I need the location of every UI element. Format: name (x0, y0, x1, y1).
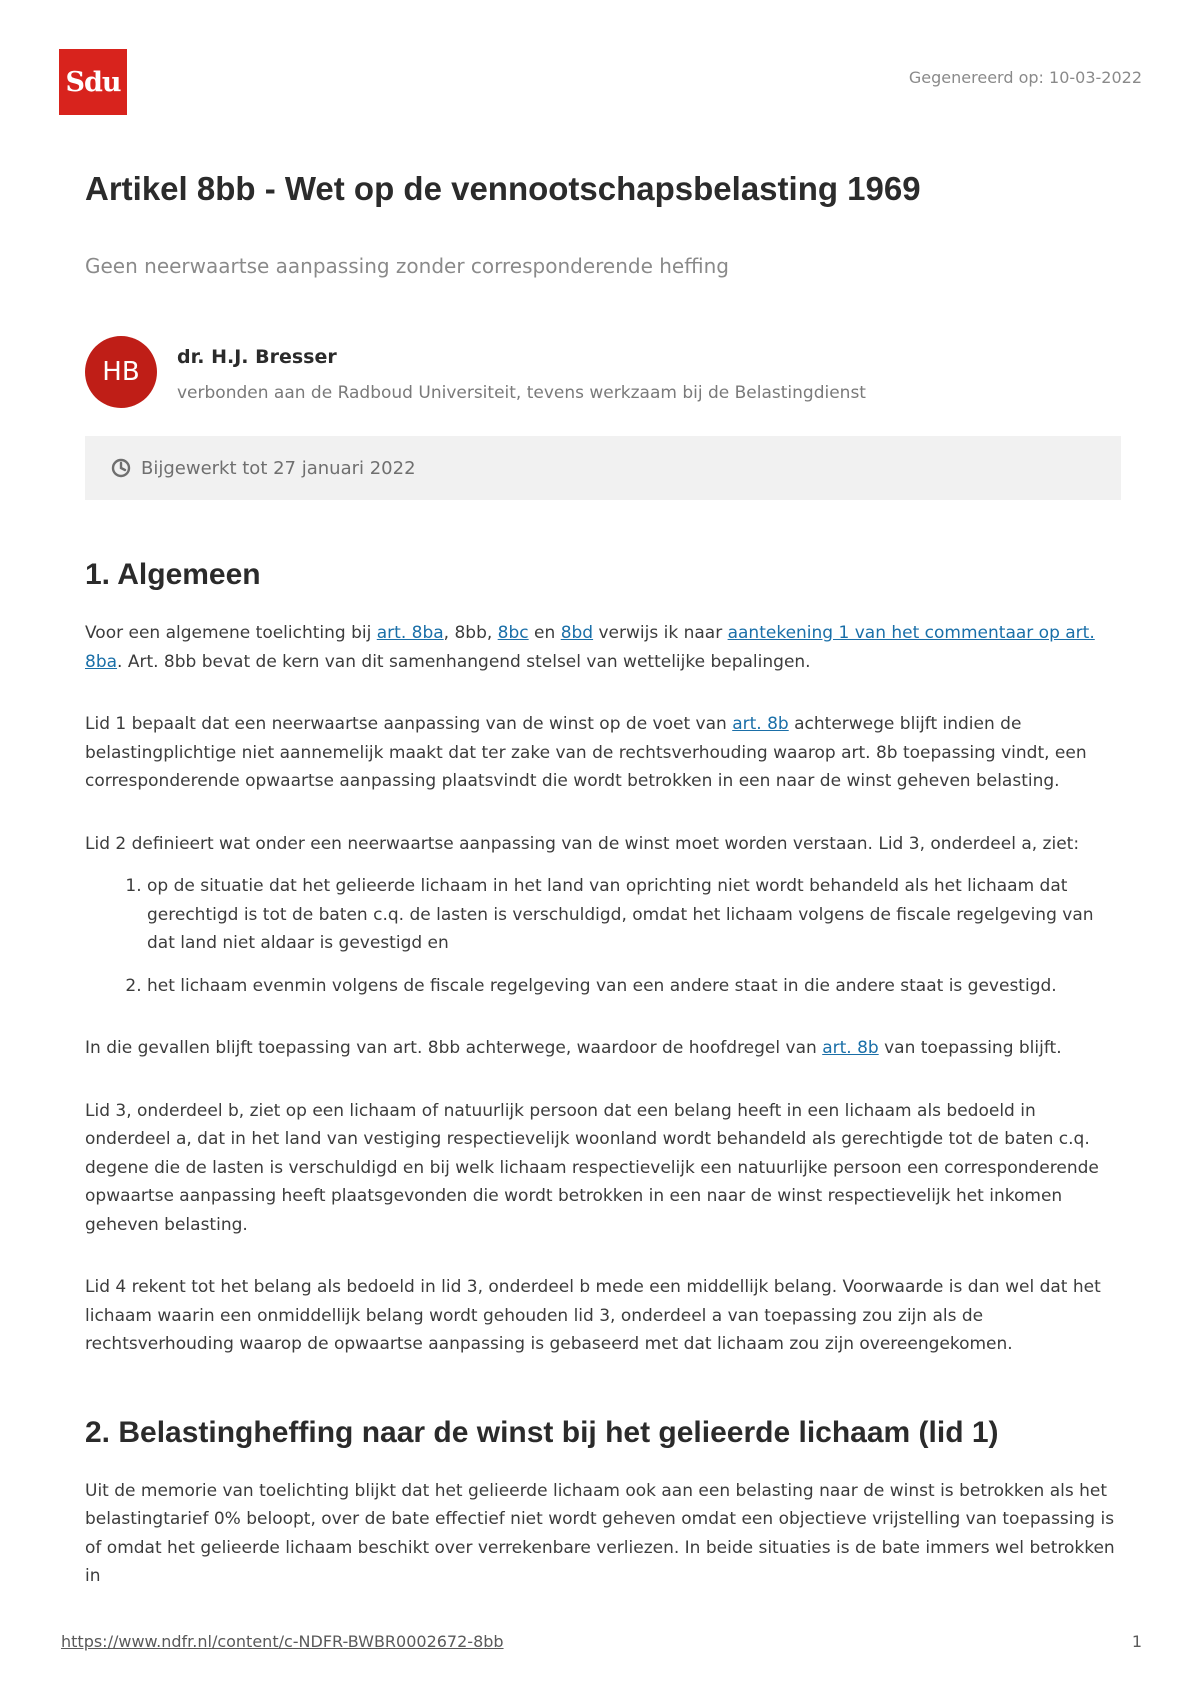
updated-text: Bijgewerkt tot 27 januari 2022 (141, 457, 416, 479)
sdu-logo: Sdu (59, 49, 127, 115)
text: Voor een algemene toelichting bij (85, 623, 377, 643)
generated-date: Gegenereerd op: 10-03-2022 (908, 68, 1142, 87)
link-art-8b[interactable]: art. 8b (822, 1038, 879, 1058)
footer-url-link[interactable]: https://www.ndfr.nl/content/c-NDFR-BWBR0002672-8bb (61, 1632, 504, 1651)
text: verwijs ik naar (593, 623, 728, 643)
paragraph: Lid 2 definieert wat onder een neerwaartse aanpassing van de winst moet worden verstaan. Lid 3, onderdeel a, ziet: (85, 833, 1080, 854)
section-heading-algemeen: 1. Algemeen (85, 558, 261, 591)
article-body (85, 555, 1121, 1591)
page-title: Artikel 8bb - Wet op de vennootschapsbelasting 1969 (85, 170, 921, 207)
section-heading-belastingheffing: 2. Belastingheffing naar de winst bij het gelieerde lichaam (lid 1) (85, 1415, 999, 1449)
paragraph: Lid 4 rekent tot het belang als bedoeld in lid 3, onderdeel b mede een middellijk belang. Voorwaarde is dan wel dat het lichaam waarin een onmiddellijk belang wordt gehouden lid 3, onderdeel a van toepassing zou zijn als de rechtsverhouding waarop de opwaartse aanpassing is gebaseerd met dat lichaam zou zijn overeengekomen. (85, 1277, 1101, 1354)
clock-icon (111, 458, 131, 478)
page-number: 1 (1131, 1632, 1142, 1651)
link-art-8ba[interactable]: art. 8ba (376, 623, 444, 643)
updated-banner (85, 436, 1121, 500)
text: van toepassing blijft. (878, 1038, 1062, 1058)
numbered-list (85, 872, 1121, 1000)
list-item: 2. het lichaam evenmin volgens de fiscale regelgeving van een andere staat in die andere staat is gevestigd. (147, 972, 1121, 1001)
paragraph (85, 619, 1121, 676)
paragraph (85, 710, 1121, 796)
link-8bc[interactable]: 8bc (497, 623, 529, 643)
author-avatar: HB (85, 336, 157, 408)
paragraph: Uit de memorie van toelichting blijkt dat het gelieerde lichaam ook aan een belasting naar de winst is betrokken als het belastingtarief 0% beloopt, over de bate effectief niet wordt geheven omdat een objectieve vrijstelling van toepassing is of omdat het gelieerde lichaam beschikt over verrekenbare verliezen. In beide situaties is de bate immers wel betrokken in (85, 1480, 1115, 1586)
author-name: dr. H.J. Bresser (177, 346, 337, 368)
paragraph (85, 1034, 1121, 1063)
paragraph: Lid 3, onderdeel b, ziet op een lichaam of natuurlijk persoon dat een belang heeft in een lichaam als bedoeld in onderdeel a, dat in het land van vestiging respectievelijk woonland wordt behandeld als gerechtigde tot de baten c.q. degene die de lasten is verschuldigd en bij welk lichaam respectievelijk een natuurlijke persoon een corresponderende opwaartse aanpassing heeft plaatsgevonden die wordt betrokken in een naar de winst respectievelijk het inkomen geheven belasting. (85, 1100, 1099, 1235)
list-item: 1. op de situatie dat het gelieerde lichaam in het land van oprichting niet wordt behandeld als het lichaam dat gerechtigd is tot de baten c.q. de lasten is verschuldigd, omdat het lichaam volgens de fiscale regelgeving van dat land niet aldaar is gevestigd en (147, 872, 1121, 958)
text: In die gevallen blijft toepassing van art. 8bb achterwege, waardoor de hoofdregel van (85, 1038, 823, 1058)
author-affiliation: verbonden aan de Radboud Universiteit, tevens werkzaam bij de Belastingdienst (177, 383, 866, 403)
text: , 8bb, (443, 623, 498, 643)
text: . Art. 8bb bevat de kern van dit samenhangend stelsel van wettelijke bepalingen. (117, 651, 811, 672)
text: Lid 1 bepaalt dat een neerwaartse aanpassing van de winst op de voet van (85, 714, 733, 734)
text: en (528, 623, 561, 643)
page-subtitle: Geen neerwaartse aanpassing zonder corresponderende heffing (85, 254, 729, 278)
link-art-8b[interactable]: art. 8b (732, 714, 789, 734)
link-aantekening[interactable]: aantekening 1 van het commentaar op art. 8ba (85, 623, 1095, 672)
link-8bd[interactable]: 8bd (560, 623, 594, 643)
text: achterwege blijft indien de belastingplichtige niet aannemelijk maakt dat ter zake van de rechtsverhouding waarop art. 8b toepassing vindt, een corresponderende opwaartse aanpassing plaatsvindt die wordt betrokken in een naar de winst geheven belasting. (85, 714, 1087, 791)
